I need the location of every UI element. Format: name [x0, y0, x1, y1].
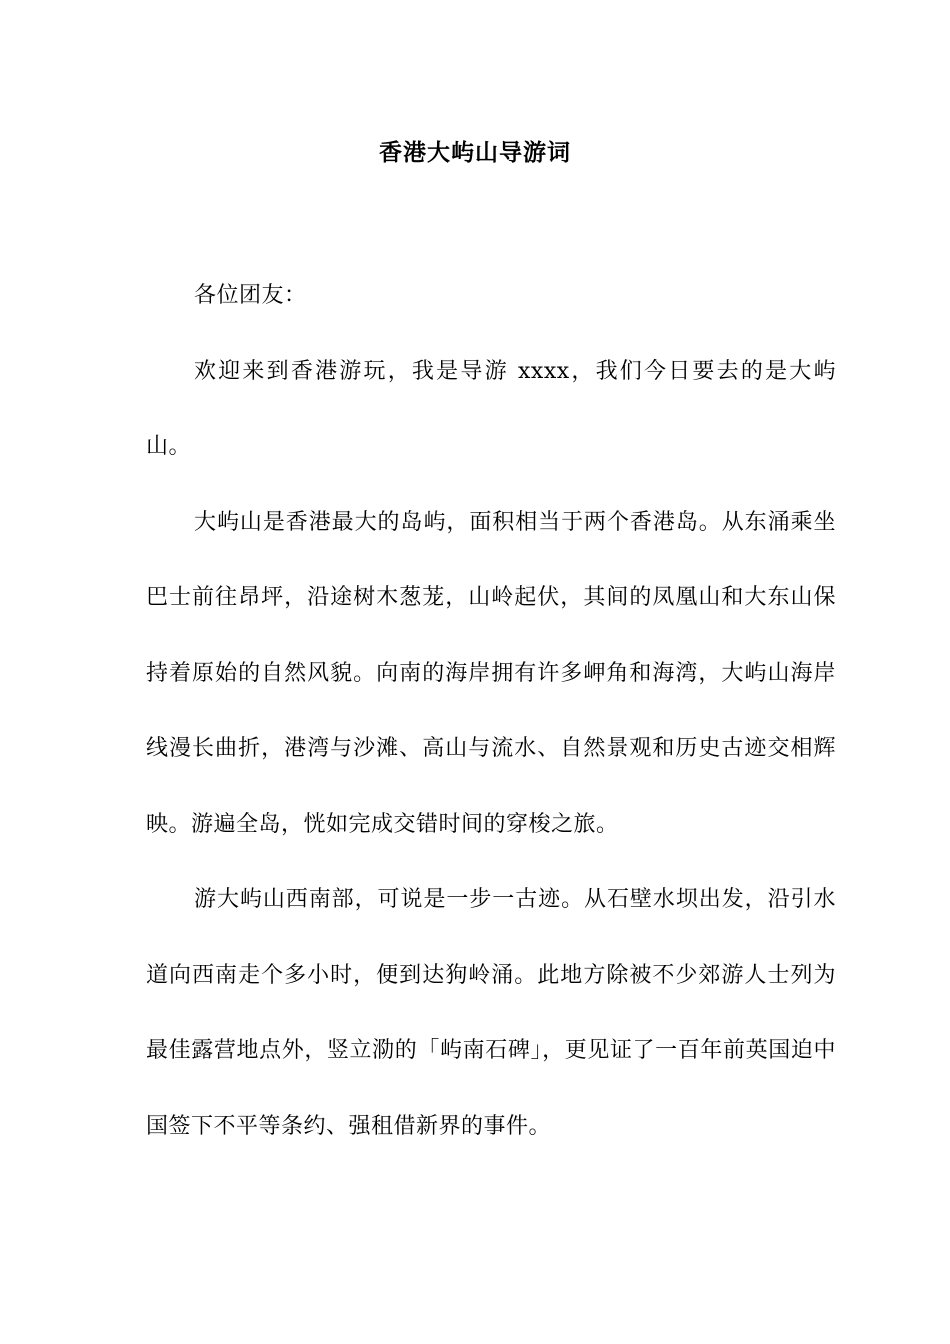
document-title: 香港大屿山导游词: [379, 139, 571, 166]
paragraph-welcome: 欢迎来到香港游玩，我是导游 xxxx，我们今日要去的是大屿山。: [146, 358, 836, 459]
paragraph-overview: 大屿山是香港最大的岛屿，面积相当于两个香港岛。从东涌乘坐巴士前往昂坪，沿途树木葱茏，山岭起伏，其间的凤凰山和大东山保持着原始的自然风貌。向南的海岸拥有许多岬角和海湾，大屿山海岸线漫长曲折，港湾与沙滩、高山与流水、自然景观和历史古迹交相辉映。游遍全岛，恍如完成交错时间的穿梭之旅。: [146, 509, 836, 837]
paragraph-greeting: 各位团友：: [194, 283, 307, 308]
document-body: [146, 258, 836, 1164]
paragraph-southwest: 游大屿山西南部，可说是一步一古迹。从石壁水坝出发，沿引水道向西南走个多小时，便到达狗岭涌。此地方除被不少郊游人士列为最佳露营地点外，竖立泐的「屿南石碑」，更见证了一百年前英国迫中国签下不平等条约、强租借新界的事件。: [146, 887, 836, 1139]
